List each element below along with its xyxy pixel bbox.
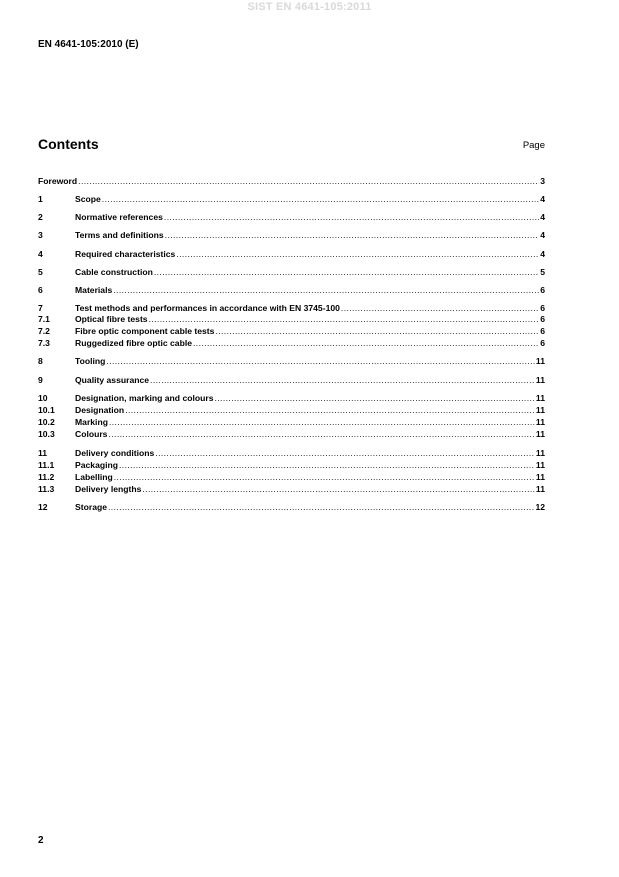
toc-dot-leader — [106, 356, 535, 367]
toc-entry-10[interactable] — [38, 393, 545, 404]
toc-entry-number: 10.1 — [38, 405, 55, 415]
toc-entry-1[interactable] — [38, 194, 545, 205]
toc-entry-title: Delivery lengths — [75, 484, 142, 494]
toc-entry-title: Colours — [75, 429, 108, 439]
toc-entry-page: 11 — [535, 448, 545, 458]
toc-entry-2[interactable] — [38, 212, 545, 223]
toc-entry-number: 4 — [38, 249, 43, 259]
toc-entry-title: Marking — [75, 417, 108, 427]
watermark-text: SIST EN 4641-105:2011 — [247, 1, 372, 13]
toc-entry-number: 10.2 — [38, 417, 55, 427]
toc-entry-number: 1 — [38, 194, 43, 204]
toc-dot-leader — [119, 460, 535, 471]
document-id-header: EN 4641-105:2010 (E) — [38, 39, 139, 50]
toc-entry-page: 11 — [535, 405, 545, 415]
page-column-label: Page — [522, 140, 545, 151]
toc-entry-number: 7.3 — [38, 338, 50, 348]
toc-entry-page: 6 — [540, 314, 545, 324]
toc-entry-title: Cable construction — [75, 267, 153, 277]
toc-dot-leader — [176, 249, 539, 260]
toc-entry-page: 6 — [540, 326, 545, 336]
toc-dot-leader — [78, 176, 539, 187]
toc-entry-title: Labelling — [75, 472, 113, 482]
toc-entry-page: 12 — [535, 502, 545, 512]
toc-entry-number: 7 — [38, 303, 43, 313]
toc-entry-title: Designation — [75, 405, 125, 415]
toc-entry-11-1[interactable] — [38, 460, 545, 471]
toc-entry-title: Scope — [75, 194, 101, 204]
toc-dot-leader — [149, 314, 540, 325]
toc-dot-leader — [155, 448, 535, 459]
toc-entry-number: 6 — [38, 285, 43, 295]
toc-entry-number: 7.2 — [38, 326, 50, 336]
toc-entry-page: 6 — [540, 285, 545, 295]
toc-entry-page: 3 — [540, 176, 545, 186]
toc-dot-leader — [215, 326, 539, 337]
toc-entry-6[interactable] — [38, 285, 545, 296]
toc-entry-number: 10.3 — [38, 429, 55, 439]
toc-entry-title: Terms and definitions — [75, 230, 164, 240]
toc-entry-title: Quality assurance — [75, 375, 150, 385]
toc-entry-page: 4 — [540, 230, 545, 240]
toc-dot-leader — [214, 393, 534, 404]
toc-entry-title: Test methods and performances in accordance with EN 3745-100 — [75, 303, 340, 313]
toc-entry-title: Tooling — [75, 356, 106, 366]
toc-dot-leader — [193, 338, 539, 349]
toc-entry-title: Required characteristics — [75, 249, 176, 259]
toc-entry-7[interactable] — [38, 303, 545, 314]
toc-dot-leader — [114, 472, 535, 483]
toc-entry-7-2[interactable] — [38, 326, 545, 337]
toc-entry-number: 9 — [38, 375, 43, 385]
toc-dot-leader — [113, 285, 539, 296]
toc-entry-page: 11 — [535, 375, 545, 385]
toc-entry-number: 11.1 — [38, 460, 55, 470]
toc-dot-leader — [154, 267, 539, 278]
toc-entry-5[interactable] — [38, 267, 545, 278]
toc-dot-leader — [108, 502, 534, 513]
toc-entry-page: 4 — [540, 194, 545, 204]
toc-entry-number: 5 — [38, 267, 43, 277]
toc-entry-title: Designation, marking and colours — [75, 393, 214, 403]
toc-entry-3[interactable] — [38, 230, 545, 241]
toc-dot-leader — [165, 230, 540, 241]
toc-entry-title: Normative references — [75, 212, 163, 222]
toc-entry-page: 11 — [535, 472, 545, 482]
toc-dot-leader — [150, 375, 535, 386]
toc-entry-11[interactable] — [38, 448, 545, 459]
toc-entry-9[interactable] — [38, 375, 545, 386]
toc-entry-number: 11.2 — [38, 472, 55, 482]
toc-entry-4[interactable] — [38, 249, 545, 260]
toc-entry-title: Materials — [75, 285, 113, 295]
toc-entry-10-2[interactable] — [38, 417, 545, 428]
toc-entry-page: 11 — [535, 484, 545, 494]
toc-entry-number: 8 — [38, 356, 43, 366]
toc-entry-page: 11 — [535, 356, 545, 366]
toc-entry-title: Fibre optic component cable tests — [75, 326, 215, 336]
toc-dot-leader — [164, 212, 539, 223]
toc-entry-11-3[interactable] — [38, 484, 545, 495]
toc-dot-leader — [102, 194, 539, 205]
page-number: 2 — [38, 835, 44, 846]
toc-entry-10-3[interactable] — [38, 429, 545, 440]
toc-entry-page: 6 — [540, 303, 545, 313]
toc-dot-leader — [125, 405, 535, 416]
toc-entry-number: 3 — [38, 230, 43, 240]
toc-entry-number: 12 — [38, 502, 48, 512]
toc-entry-page: 11 — [535, 417, 545, 427]
toc-entry-11-2[interactable] — [38, 472, 545, 483]
toc-entry-title: Foreword — [38, 176, 78, 186]
toc-entry-8[interactable] — [38, 356, 545, 367]
toc-entry-title: Storage — [75, 502, 107, 512]
toc-dot-leader — [109, 417, 535, 428]
toc-entry-number: 7.1 — [38, 314, 50, 324]
toc-dot-leader — [341, 303, 539, 314]
contents-title: Contents — [38, 136, 99, 152]
toc-entry-foreword[interactable] — [38, 176, 545, 187]
toc-dot-leader — [108, 429, 534, 440]
toc-entry-page: 4 — [540, 212, 545, 222]
toc-entry-number: 10 — [38, 393, 48, 403]
toc-entry-page: 4 — [540, 249, 545, 259]
toc-entry-page: 5 — [540, 267, 545, 277]
toc-entry-page: 11 — [535, 429, 545, 439]
toc-entry-page: 11 — [535, 393, 545, 403]
toc-entry-page: 11 — [535, 460, 545, 470]
toc-entry-title: Packaging — [75, 460, 118, 470]
toc-entry-title: Delivery conditions — [75, 448, 155, 458]
toc-entry-12[interactable] — [38, 502, 545, 513]
toc-entry-number: 11.3 — [38, 484, 55, 494]
toc-dot-leader — [142, 484, 535, 495]
toc-entry-title: Optical fibre tests — [75, 314, 148, 324]
toc-entry-7-1[interactable] — [38, 314, 545, 325]
toc-entry-number: 2 — [38, 212, 43, 222]
toc-entry-10-1[interactable] — [38, 405, 545, 416]
toc-entry-title: Ruggedized fibre optic cable — [75, 338, 192, 348]
toc-entry-page: 6 — [540, 338, 545, 348]
toc-entry-7-3[interactable] — [38, 338, 545, 349]
toc-entry-number: 11 — [38, 448, 48, 458]
